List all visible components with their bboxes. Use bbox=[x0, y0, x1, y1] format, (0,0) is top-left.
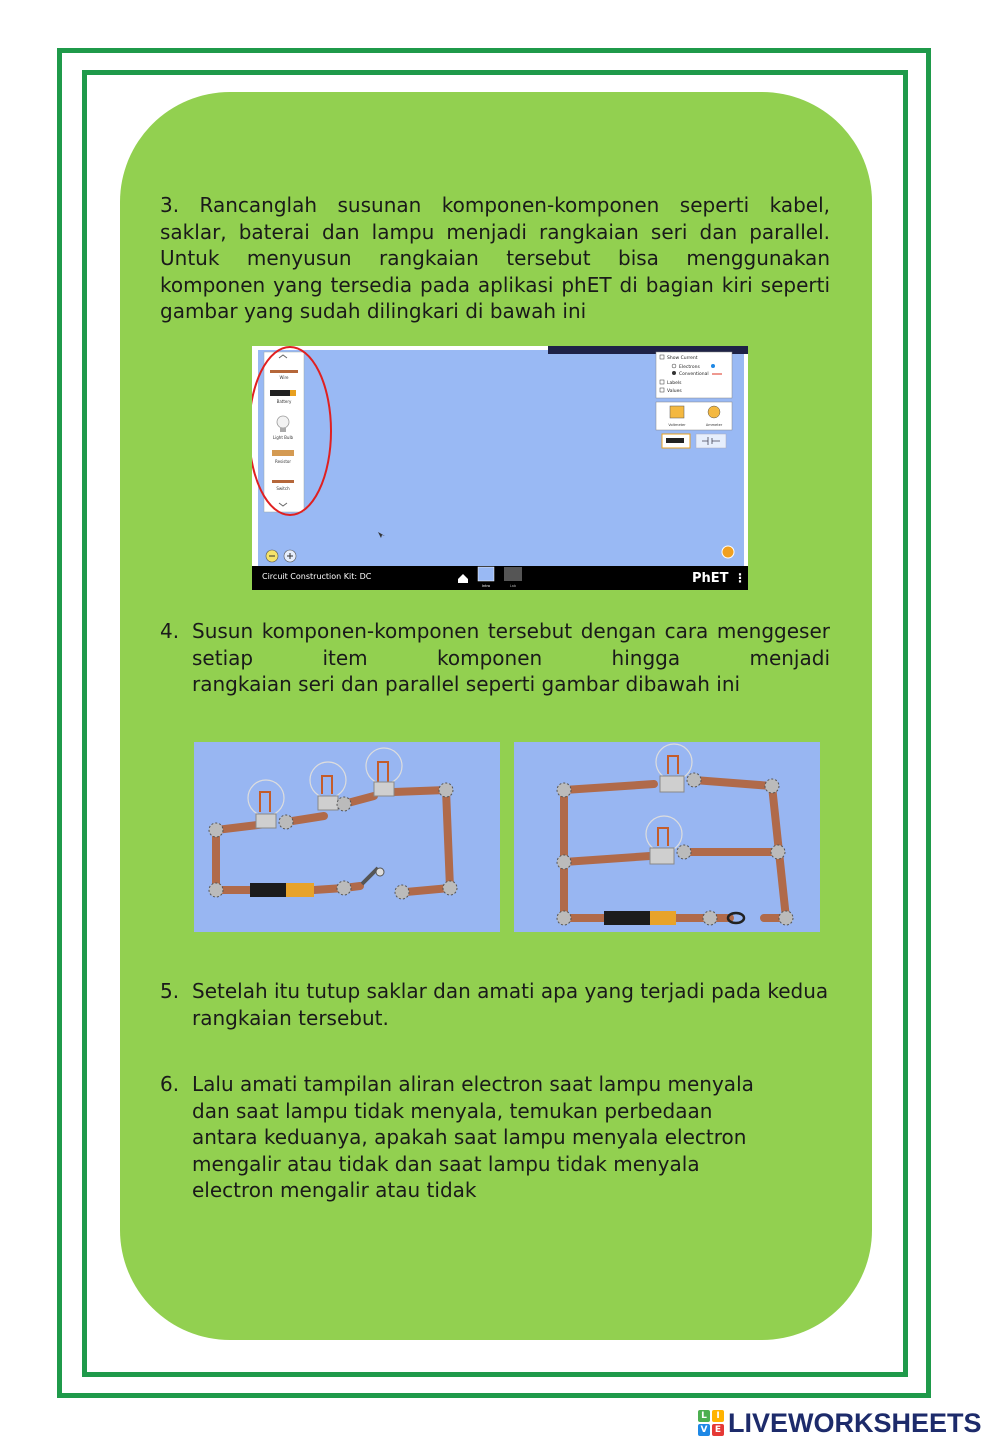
step-3-text: 3. Rancanglah susunan komponen-komponen seperti kabel, saklar, baterai dan lampu menjadi rangkaian seri dan parallel. Untuk menyusun rangkaian tersebut bisa menggunakan komponen yang tersedia pada aplikasi phET di bagian kiri seperti gambar yang sudah dilingkari di bawah ini bbox=[160, 193, 830, 323]
voltmeter-label: Voltmeter bbox=[668, 423, 686, 427]
electrons-label: Electrons bbox=[679, 365, 700, 370]
reset-icon[interactable] bbox=[722, 546, 734, 558]
switch-lever bbox=[362, 868, 378, 884]
step-6-line: electron mengalir atau tidak bbox=[192, 1178, 477, 1202]
step-6-text bbox=[192, 1071, 830, 1204]
step-4-number: 4. bbox=[160, 619, 180, 643]
ammeter-label: Ammeter bbox=[705, 423, 723, 427]
step-6-number: 6. bbox=[160, 1072, 180, 1096]
lab-label: Lab bbox=[509, 584, 517, 588]
step-5-number: 5. bbox=[160, 979, 180, 1003]
conventional-label: Conventional bbox=[679, 372, 709, 377]
sim-title: Circuit Construction Kit: DC bbox=[262, 572, 372, 581]
values-label: Values bbox=[667, 389, 682, 394]
battery-cap bbox=[286, 883, 314, 897]
parallel-circuit-image bbox=[514, 742, 820, 932]
step-6-line: dan saat lampu tidak menyala, temukan perbedaan bbox=[192, 1098, 713, 1123]
ammeter-icon bbox=[708, 406, 720, 418]
palette-battery-label: Battery bbox=[276, 399, 292, 404]
battery-body bbox=[604, 911, 650, 925]
palette-bulb-label: Light Bulb bbox=[272, 435, 294, 440]
step-6-line: mengalir atau tidak dan saat lampu tidak menyala bbox=[192, 1151, 700, 1176]
step-5-text: Setelah itu tutup saklar dan amati apa yang terjadi pada kedua rangkaian tersebut. bbox=[192, 979, 829, 1030]
step-4-text: Susun komponen-komponen tersebut dengan cara menggeser setiap item komponen hingga menjadi bbox=[192, 619, 830, 670]
voltmeter-icon bbox=[670, 406, 684, 418]
phet-canvas bbox=[252, 346, 748, 590]
palette-switch-label: Switch bbox=[276, 486, 290, 491]
lab-screen-icon[interactable] bbox=[504, 567, 522, 581]
step-6-line: Lalu amati tampilan aliran electron saat lampu menyala bbox=[192, 1072, 754, 1096]
liveworksheets-wordmark: LIVEWORKSHEETS bbox=[728, 1407, 982, 1438]
show-current-label: Show Current bbox=[667, 356, 698, 361]
liveworksheets-logo-icon: L I V E bbox=[698, 1410, 724, 1436]
bulb-icon bbox=[277, 416, 289, 428]
series-circuit-image bbox=[194, 742, 500, 932]
schematic-toggle[interactable] bbox=[696, 434, 726, 448]
step-4-last-line: rangkaian seri dan parallel seperti gambar dibawah ini bbox=[192, 672, 741, 696]
liveworksheets-brand[interactable] bbox=[698, 1408, 982, 1438]
menu-icon[interactable]: ⋮ bbox=[734, 571, 746, 585]
battery-cap bbox=[650, 911, 676, 925]
palette-resistor-label: Resistor bbox=[275, 459, 291, 464]
step-6-line: antara keduanya, apakah saat lampu menyala electron bbox=[192, 1125, 747, 1149]
intro-label: Intro bbox=[481, 584, 491, 588]
labels-label: Labels bbox=[667, 381, 682, 386]
palette-wire-label: Wire bbox=[279, 375, 289, 380]
intro-screen-icon[interactable] bbox=[478, 567, 494, 581]
phet-screenshot bbox=[252, 346, 748, 590]
battery-body bbox=[250, 883, 286, 897]
phet-logo: PhET bbox=[692, 571, 729, 586]
